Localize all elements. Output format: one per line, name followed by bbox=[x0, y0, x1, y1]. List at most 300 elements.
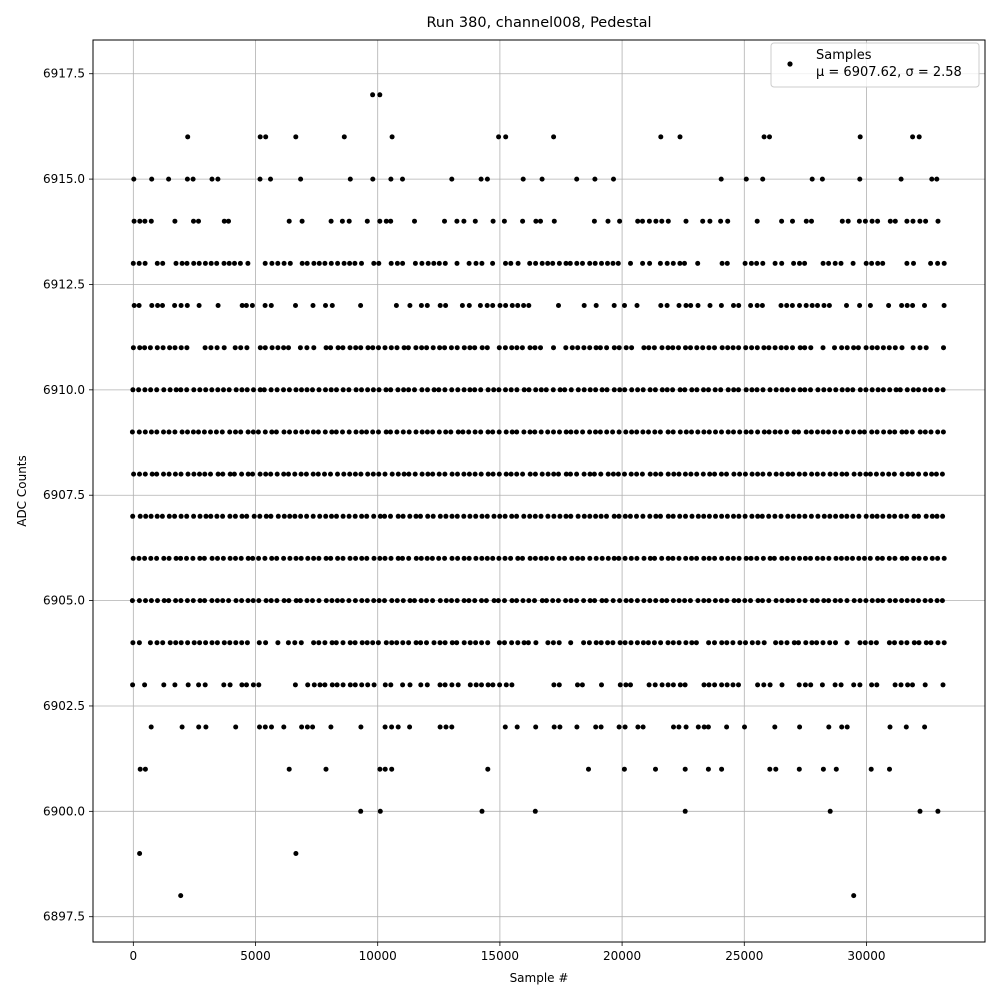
data-point bbox=[287, 556, 292, 561]
data-point bbox=[731, 682, 736, 687]
data-point bbox=[678, 134, 683, 139]
data-point bbox=[616, 261, 621, 266]
data-point bbox=[718, 387, 723, 392]
data-point bbox=[618, 640, 623, 645]
data-point bbox=[910, 303, 915, 308]
data-point bbox=[575, 682, 580, 687]
data-point bbox=[395, 345, 400, 350]
data-point bbox=[486, 387, 491, 392]
data-point bbox=[468, 682, 473, 687]
data-point bbox=[623, 682, 628, 687]
data-point bbox=[334, 430, 339, 435]
data-point bbox=[179, 514, 184, 519]
data-point bbox=[390, 472, 395, 477]
data-point bbox=[364, 514, 369, 519]
data-point bbox=[935, 809, 940, 814]
data-point bbox=[917, 556, 922, 561]
data-point bbox=[562, 556, 567, 561]
data-point bbox=[760, 598, 765, 603]
data-point bbox=[250, 303, 255, 308]
data-point bbox=[744, 387, 749, 392]
data-point bbox=[232, 261, 237, 266]
data-point bbox=[323, 430, 328, 435]
data-point bbox=[282, 598, 287, 603]
data-point bbox=[587, 556, 592, 561]
data-point bbox=[833, 472, 838, 477]
data-point bbox=[262, 556, 267, 561]
data-point bbox=[460, 430, 465, 435]
data-point bbox=[545, 430, 550, 435]
data-point bbox=[468, 640, 473, 645]
data-point bbox=[472, 598, 477, 603]
data-point bbox=[149, 598, 154, 603]
data-point bbox=[791, 556, 796, 561]
data-point bbox=[658, 472, 663, 477]
data-point bbox=[388, 430, 393, 435]
data-point bbox=[250, 472, 255, 477]
data-point bbox=[389, 598, 394, 603]
data-point bbox=[930, 514, 935, 519]
data-point bbox=[490, 556, 495, 561]
data-point bbox=[790, 472, 795, 477]
data-point bbox=[299, 430, 304, 435]
data-point bbox=[226, 598, 231, 603]
data-point bbox=[503, 556, 508, 561]
data-point bbox=[688, 598, 693, 603]
data-point bbox=[233, 430, 238, 435]
data-point bbox=[510, 303, 515, 308]
data-point bbox=[130, 598, 135, 603]
data-point bbox=[742, 598, 747, 603]
data-point bbox=[551, 640, 556, 645]
data-point bbox=[196, 725, 201, 730]
data-point bbox=[815, 430, 820, 435]
data-point bbox=[628, 261, 633, 266]
data-point bbox=[287, 514, 292, 519]
data-point bbox=[462, 556, 467, 561]
data-point bbox=[538, 345, 543, 350]
data-point bbox=[334, 514, 339, 519]
data-point bbox=[670, 387, 675, 392]
x-tick-label: 20000 bbox=[602, 949, 642, 963]
data-point bbox=[707, 556, 712, 561]
data-point bbox=[389, 640, 394, 645]
data-point bbox=[485, 514, 490, 519]
data-point bbox=[460, 303, 465, 308]
data-point bbox=[335, 682, 340, 687]
data-point bbox=[924, 640, 929, 645]
data-point bbox=[719, 430, 724, 435]
data-point bbox=[724, 725, 729, 730]
data-point bbox=[731, 514, 736, 519]
data-point bbox=[293, 430, 298, 435]
data-point bbox=[922, 387, 927, 392]
data-point bbox=[160, 303, 165, 308]
data-point bbox=[425, 514, 430, 519]
data-point bbox=[504, 430, 509, 435]
data-point bbox=[438, 640, 443, 645]
data-point bbox=[521, 430, 526, 435]
data-point bbox=[155, 598, 160, 603]
data-point bbox=[137, 430, 142, 435]
data-point bbox=[761, 387, 766, 392]
data-point bbox=[791, 387, 796, 392]
data-point bbox=[748, 303, 753, 308]
data-point bbox=[900, 472, 905, 477]
data-point bbox=[449, 682, 454, 687]
data-point bbox=[761, 345, 766, 350]
data-point bbox=[701, 598, 706, 603]
data-point bbox=[665, 387, 670, 392]
data-point bbox=[778, 430, 783, 435]
y-tick-label: 6905.0 bbox=[43, 593, 85, 608]
data-point bbox=[365, 598, 370, 603]
data-point bbox=[130, 514, 135, 519]
data-point bbox=[856, 514, 861, 519]
data-point bbox=[203, 345, 208, 350]
data-point bbox=[353, 682, 358, 687]
data-point bbox=[354, 430, 359, 435]
data-point bbox=[486, 472, 491, 477]
data-point bbox=[522, 387, 527, 392]
data-point bbox=[929, 177, 934, 182]
data-point bbox=[833, 387, 838, 392]
data-point bbox=[491, 472, 496, 477]
data-point bbox=[564, 514, 569, 519]
data-point bbox=[228, 682, 233, 687]
data-point bbox=[359, 387, 364, 392]
data-point bbox=[292, 514, 297, 519]
data-point bbox=[323, 387, 328, 392]
data-point bbox=[395, 261, 400, 266]
data-point bbox=[828, 809, 833, 814]
data-point bbox=[707, 472, 712, 477]
data-point bbox=[365, 219, 370, 224]
data-point bbox=[324, 767, 329, 772]
data-point bbox=[246, 472, 251, 477]
data-point bbox=[221, 682, 226, 687]
data-point bbox=[334, 640, 339, 645]
data-point bbox=[701, 472, 706, 477]
data-point bbox=[858, 598, 863, 603]
data-point bbox=[215, 556, 220, 561]
data-point bbox=[774, 472, 779, 477]
data-point bbox=[172, 303, 177, 308]
data-point bbox=[821, 430, 826, 435]
data-point bbox=[551, 387, 556, 392]
data-point bbox=[274, 556, 279, 561]
data-point bbox=[814, 640, 819, 645]
data-point bbox=[154, 472, 159, 477]
data-point bbox=[696, 303, 701, 308]
data-point bbox=[611, 261, 616, 266]
data-point bbox=[288, 261, 293, 266]
data-point bbox=[540, 472, 545, 477]
data-point bbox=[209, 387, 214, 392]
data-point bbox=[222, 640, 227, 645]
data-point bbox=[551, 514, 556, 519]
data-point bbox=[876, 387, 881, 392]
data-point bbox=[779, 303, 784, 308]
data-point bbox=[694, 640, 699, 645]
data-point bbox=[197, 387, 202, 392]
data-point bbox=[617, 387, 622, 392]
data-point bbox=[856, 556, 861, 561]
data-point bbox=[712, 640, 717, 645]
data-point bbox=[617, 598, 622, 603]
data-point bbox=[191, 177, 196, 182]
data-point bbox=[382, 598, 387, 603]
data-point bbox=[677, 598, 682, 603]
data-point bbox=[311, 345, 316, 350]
data-point bbox=[904, 640, 909, 645]
data-point bbox=[870, 598, 875, 603]
data-point bbox=[755, 219, 760, 224]
data-point bbox=[246, 556, 251, 561]
data-point bbox=[880, 556, 885, 561]
data-point bbox=[449, 177, 454, 182]
data-point bbox=[923, 219, 928, 224]
data-point bbox=[137, 851, 142, 856]
data-point bbox=[370, 640, 375, 645]
data-point bbox=[214, 261, 219, 266]
data-point bbox=[784, 430, 789, 435]
data-point bbox=[407, 430, 412, 435]
data-point bbox=[839, 261, 844, 266]
data-point bbox=[762, 640, 767, 645]
data-point bbox=[911, 556, 916, 561]
data-point bbox=[666, 219, 671, 224]
data-point bbox=[798, 345, 803, 350]
data-point bbox=[520, 219, 525, 224]
data-point bbox=[779, 219, 784, 224]
data-point bbox=[623, 430, 628, 435]
data-point bbox=[701, 514, 706, 519]
data-point bbox=[840, 387, 845, 392]
data-point bbox=[178, 893, 183, 898]
data-point bbox=[725, 219, 730, 224]
data-point bbox=[658, 640, 663, 645]
data-point bbox=[274, 430, 279, 435]
data-point bbox=[694, 387, 699, 392]
data-point bbox=[678, 682, 683, 687]
data-point bbox=[299, 725, 304, 730]
data-point bbox=[678, 387, 683, 392]
data-point bbox=[203, 261, 208, 266]
data-point bbox=[371, 598, 376, 603]
data-point bbox=[616, 472, 621, 477]
data-point bbox=[130, 430, 135, 435]
data-point bbox=[402, 472, 407, 477]
data-point bbox=[287, 430, 292, 435]
data-point bbox=[713, 514, 718, 519]
data-point bbox=[851, 430, 856, 435]
data-point bbox=[624, 598, 629, 603]
data-point bbox=[599, 725, 604, 730]
data-point bbox=[252, 514, 257, 519]
data-point bbox=[208, 345, 213, 350]
data-point bbox=[790, 303, 795, 308]
data-point bbox=[900, 556, 905, 561]
data-point bbox=[760, 177, 765, 182]
data-point bbox=[533, 514, 538, 519]
data-point bbox=[263, 261, 268, 266]
data-point bbox=[191, 387, 196, 392]
data-point bbox=[858, 472, 863, 477]
data-point bbox=[443, 303, 448, 308]
data-point bbox=[246, 598, 251, 603]
data-point bbox=[864, 514, 869, 519]
data-point bbox=[683, 640, 688, 645]
data-point bbox=[917, 134, 922, 139]
data-point bbox=[490, 303, 495, 308]
data-point bbox=[246, 430, 251, 435]
y-tick-label: 6917.5 bbox=[43, 66, 85, 81]
data-point bbox=[467, 345, 472, 350]
data-point bbox=[875, 430, 880, 435]
data-point bbox=[587, 345, 592, 350]
data-point bbox=[377, 219, 382, 224]
data-point bbox=[244, 514, 249, 519]
data-point bbox=[550, 261, 555, 266]
data-point bbox=[492, 598, 497, 603]
data-point bbox=[629, 640, 634, 645]
data-point bbox=[785, 556, 790, 561]
data-point bbox=[449, 345, 454, 350]
data-point bbox=[617, 219, 622, 224]
data-point bbox=[677, 261, 682, 266]
data-point bbox=[844, 472, 849, 477]
data-point bbox=[838, 430, 843, 435]
data-point bbox=[438, 303, 443, 308]
data-point bbox=[389, 556, 394, 561]
data-point bbox=[185, 640, 190, 645]
data-point bbox=[671, 640, 676, 645]
data-point bbox=[239, 472, 244, 477]
data-point bbox=[318, 682, 323, 687]
data-point bbox=[215, 598, 220, 603]
data-point bbox=[473, 219, 478, 224]
data-point bbox=[815, 514, 820, 519]
data-point bbox=[880, 514, 885, 519]
data-point bbox=[610, 430, 615, 435]
data-point bbox=[922, 725, 927, 730]
data-point bbox=[598, 472, 603, 477]
data-point bbox=[683, 514, 688, 519]
data-point bbox=[863, 640, 868, 645]
data-point bbox=[665, 261, 670, 266]
data-point bbox=[287, 219, 292, 224]
data-point bbox=[864, 345, 869, 350]
data-point bbox=[384, 430, 389, 435]
data-point bbox=[700, 219, 705, 224]
data-point bbox=[256, 598, 261, 603]
data-point bbox=[892, 556, 897, 561]
data-point bbox=[358, 303, 363, 308]
data-point bbox=[689, 556, 694, 561]
data-point bbox=[329, 261, 334, 266]
data-point bbox=[150, 472, 155, 477]
data-point bbox=[928, 598, 933, 603]
data-point bbox=[857, 303, 862, 308]
data-point bbox=[528, 556, 533, 561]
data-point bbox=[209, 598, 214, 603]
data-point bbox=[940, 514, 945, 519]
data-point bbox=[790, 219, 795, 224]
data-point bbox=[862, 556, 867, 561]
data-point bbox=[264, 598, 269, 603]
data-point bbox=[755, 472, 760, 477]
data-point bbox=[779, 556, 784, 561]
data-point bbox=[239, 556, 244, 561]
data-point bbox=[569, 598, 574, 603]
data-point bbox=[485, 556, 490, 561]
data-point bbox=[641, 640, 646, 645]
data-point bbox=[365, 682, 370, 687]
data-point bbox=[222, 345, 227, 350]
data-point bbox=[820, 556, 825, 561]
data-point bbox=[887, 345, 892, 350]
data-point bbox=[455, 387, 460, 392]
data-point bbox=[196, 430, 201, 435]
y-tick-label: 6915.0 bbox=[43, 172, 85, 187]
data-point bbox=[593, 430, 598, 435]
data-point bbox=[665, 303, 670, 308]
data-point bbox=[406, 556, 411, 561]
data-point bbox=[833, 682, 838, 687]
data-point bbox=[437, 345, 442, 350]
data-point bbox=[592, 472, 597, 477]
data-point bbox=[443, 430, 448, 435]
data-point bbox=[834, 767, 839, 772]
data-point bbox=[605, 640, 610, 645]
data-point bbox=[310, 598, 315, 603]
data-point bbox=[130, 640, 135, 645]
data-point bbox=[533, 219, 538, 224]
data-point bbox=[419, 556, 424, 561]
data-point bbox=[652, 430, 657, 435]
data-point bbox=[616, 556, 621, 561]
data-point bbox=[438, 682, 443, 687]
data-point bbox=[820, 682, 825, 687]
data-point bbox=[767, 430, 772, 435]
data-point bbox=[148, 345, 153, 350]
data-point bbox=[641, 345, 646, 350]
data-point bbox=[660, 598, 665, 603]
data-point bbox=[263, 303, 268, 308]
data-point bbox=[618, 682, 623, 687]
data-point bbox=[719, 640, 724, 645]
data-point bbox=[916, 472, 921, 477]
data-point bbox=[551, 472, 556, 477]
legend bbox=[771, 43, 979, 87]
data-point bbox=[539, 556, 544, 561]
data-point bbox=[629, 598, 634, 603]
data-point bbox=[348, 640, 353, 645]
data-point bbox=[479, 261, 484, 266]
data-point bbox=[263, 725, 268, 730]
data-point bbox=[394, 640, 399, 645]
data-point bbox=[425, 387, 430, 392]
y-axis-label: ADC Counts bbox=[15, 455, 29, 527]
data-point bbox=[785, 640, 790, 645]
data-point bbox=[941, 682, 946, 687]
data-point bbox=[384, 219, 389, 224]
data-point bbox=[179, 640, 184, 645]
data-point bbox=[826, 556, 831, 561]
data-point bbox=[348, 177, 353, 182]
data-point bbox=[419, 387, 424, 392]
